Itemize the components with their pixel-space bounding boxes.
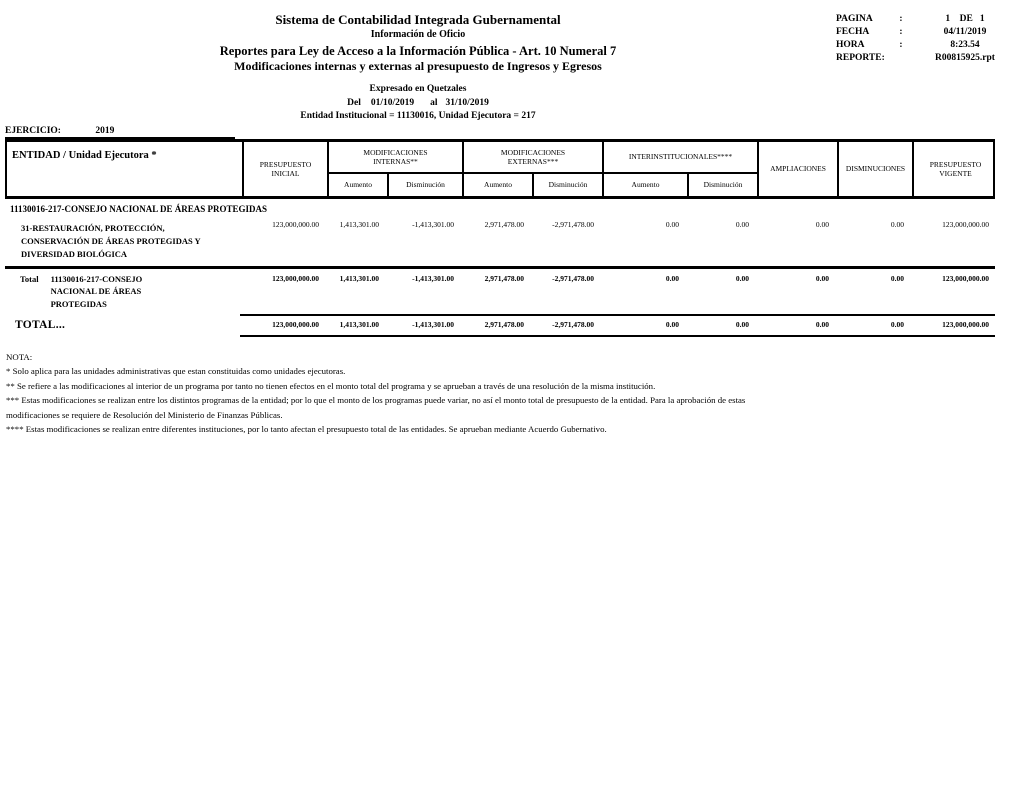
note-line-3: *** Estas modificaciones se realizan entre los distintos programas de la entidad; por lo que el monto de los programas puede variar, no así el monto total de presupuesto de la entidad. Para la aprobación de estas bbox=[6, 395, 746, 406]
pagina-label: PAGINA bbox=[836, 14, 873, 24]
report-period bbox=[0, 98, 836, 108]
total-presupuesto-inicial: 123,000,000.00 bbox=[272, 273, 319, 283]
col-header-presupuesto-vigente-label: PRESUPUESTO VIGENTE bbox=[929, 159, 982, 178]
grand-presupuesto-vigente: 123,000,000.00 bbox=[942, 319, 989, 329]
fecha-separator: : bbox=[899, 27, 903, 37]
entity-filter: Entidad Institucional = 11130016, Unidad Ejecutora = 217 bbox=[300, 111, 536, 121]
total-disminuciones: 0.00 bbox=[890, 273, 904, 283]
total-interinst-aumento: 0.00 bbox=[665, 273, 679, 283]
total-word: Total bbox=[20, 273, 39, 284]
hora-label: HORA bbox=[836, 40, 865, 50]
col-header-presupuesto-inicial bbox=[242, 142, 327, 196]
meta-row-fecha bbox=[836, 27, 1022, 37]
total-label-cell bbox=[5, 269, 240, 314]
col-header-disminuciones: DISMINUCIONES bbox=[837, 142, 912, 196]
grand-interinst-aumento: 0.00 bbox=[665, 319, 679, 329]
col-header-presupuesto-vigente bbox=[912, 142, 997, 196]
value-presupuesto-vigente: 123,000,000.00 bbox=[942, 220, 989, 229]
hora-separator: : bbox=[899, 40, 903, 50]
col-header-interinst-disminucion: Disminución bbox=[687, 174, 757, 196]
total-interinst-disminucion: 0.00 bbox=[735, 273, 749, 283]
meta-row-pagina bbox=[836, 14, 1022, 24]
grand-externas-disminucion: -2,971,478.00 bbox=[552, 319, 594, 329]
col-header-interinst-aumento: Aumento bbox=[602, 174, 687, 196]
col-group-modificaciones-externas bbox=[462, 142, 602, 174]
divider-below-grand-total bbox=[240, 335, 995, 337]
report-subtitle: Información de Oficio bbox=[370, 29, 466, 40]
grand-total-label: TOTAL... bbox=[15, 318, 66, 331]
reporte-value: R00815925.rpt bbox=[935, 53, 995, 63]
ejercicio-value: 2019 bbox=[95, 126, 115, 136]
report-meta bbox=[836, 14, 1022, 66]
fecha-label: FECHA bbox=[836, 27, 870, 37]
grand-ampliaciones: 0.00 bbox=[815, 319, 829, 329]
col-header-internas-disminucion: Disminución bbox=[387, 174, 462, 196]
report-modifications-line: Modificaciones internas y externas al presupuesto de Ingresos y Egresos bbox=[234, 59, 602, 73]
period-del-label: Del bbox=[347, 98, 361, 108]
grand-interinst-disminucion: 0.00 bbox=[735, 319, 749, 329]
value-disminuciones: 0.00 bbox=[890, 220, 904, 229]
period-to-date: 31/10/2019 bbox=[445, 98, 489, 108]
col-group-interinstitucionales: INTERINSTITUCIONALES**** bbox=[602, 142, 757, 174]
pagina-value: 1 DE 1 bbox=[945, 14, 985, 24]
currency-note: Expresado en Quetzales bbox=[369, 84, 467, 94]
grand-externas-aumento: 2,971,478.00 bbox=[484, 319, 524, 329]
reporte-separator bbox=[894, 53, 908, 63]
meta-row-reporte bbox=[836, 53, 1022, 63]
note-line-3-continued: modificaciones se requiere de Resolución del Ministerio de Finanzas Públicas. bbox=[6, 409, 283, 420]
report-body bbox=[5, 139, 995, 437]
grand-presupuesto-inicial: 123,000,000.00 bbox=[272, 319, 319, 329]
total-externas-aumento: 2,971,478.00 bbox=[484, 273, 524, 283]
total-internas-aumento: 1,413,301.00 bbox=[339, 273, 379, 283]
value-externas-aumento: 2,971,478.00 bbox=[484, 220, 524, 229]
col-group-modificaciones-externas-label: MODIFICACIONES EXTERNAS*** bbox=[500, 147, 566, 166]
pagina-separator: : bbox=[899, 14, 903, 24]
ejercicio-line bbox=[5, 126, 235, 139]
total-presupuesto-vigente: 123,000,000.00 bbox=[942, 273, 989, 283]
fecha-value: 04/11/2019 bbox=[943, 27, 987, 37]
ejercicio-label: EJERCICIO: bbox=[5, 126, 61, 136]
table-row-grand-total bbox=[5, 316, 995, 333]
total-internas-disminucion: -1,413,301.00 bbox=[412, 273, 454, 283]
value-internas-aumento: 1,413,301.00 bbox=[339, 220, 379, 229]
program-name: 31-RESTAURACIÓN, PROTECCIÓN, CONSERVACIÓN DE ÁREAS PROTEGIDAS Y DIVERSIDAD BIOLÓGICA bbox=[21, 223, 201, 260]
period-al-label: al bbox=[430, 98, 438, 108]
grand-total-label-cell bbox=[5, 316, 240, 333]
total-externas-disminucion: -2,971,478.00 bbox=[552, 273, 594, 283]
col-header-entidad: ENTIDAD / Unidad Ejecutora * bbox=[12, 150, 157, 161]
note-line-4: **** Estas modificaciones se realizan entre diferentes instituciones, por lo tanto afectan el presupuesto total de las entidades. Se aprueban mediante Acuerdo Gubernativo. bbox=[6, 424, 607, 435]
entity-section-title: 11130016-217-CONSEJO NACIONAL DE ÁREAS PROTEGIDAS bbox=[10, 204, 268, 214]
grand-disminuciones: 0.00 bbox=[890, 319, 904, 329]
table-row-program bbox=[5, 217, 995, 266]
value-ampliaciones: 0.00 bbox=[815, 220, 829, 229]
report-law-line: Reportes para Ley de Acceso a la Información Pública - Art. 10 Numeral 7 bbox=[219, 44, 617, 58]
total-entity-name: 11130016-217-CONSEJO NACIONAL DE ÁREAS PROTEGIDAS bbox=[50, 273, 143, 310]
grand-internas-aumento: 1,413,301.00 bbox=[339, 319, 379, 329]
value-externas-disminucion: -2,971,478.00 bbox=[552, 220, 594, 229]
col-group-modificaciones-internas-label: MODIFICACIONES INTERNAS** bbox=[363, 147, 428, 166]
col-header-externas-disminucion: Disminución bbox=[532, 174, 602, 196]
hora-value: 8:23.54 bbox=[950, 40, 980, 50]
program-name-cell bbox=[5, 217, 240, 266]
meta-row-hora bbox=[836, 40, 1022, 50]
col-header-presupuesto-inicial-label: PRESUPUESTO INICIAL bbox=[259, 159, 312, 178]
notes-title: NOTA: bbox=[6, 351, 33, 362]
value-interinst-aumento: 0.00 bbox=[665, 220, 679, 229]
note-line-2: ** Se refiere a las modificaciones al interior de un programa por tanto no tienen efectos en el monto total del programa y se aprueban a través de una resolución de la misma institución. bbox=[6, 380, 656, 391]
value-internas-disminucion: -1,413,301.00 bbox=[412, 220, 454, 229]
value-presupuesto-inicial: 123,000,000.00 bbox=[272, 220, 319, 229]
table-row-total bbox=[5, 269, 995, 314]
report-title: Sistema de Contabilidad Integrada Gubernamental bbox=[275, 12, 561, 27]
note-line-1: * Solo aplica para las unidades administrativas que estan constituidas como unidades ejecutoras. bbox=[6, 366, 346, 377]
grand-internas-disminucion: -1,413,301.00 bbox=[412, 319, 454, 329]
value-interinst-disminucion: 0.00 bbox=[735, 220, 749, 229]
col-header-ampliaciones: AMPLIACIONES bbox=[757, 142, 837, 196]
reporte-label: REPORTE: bbox=[836, 53, 885, 63]
period-from-date: 01/10/2019 bbox=[370, 98, 415, 108]
total-ampliaciones: 0.00 bbox=[815, 273, 829, 283]
col-header-internas-aumento: Aumento bbox=[327, 174, 387, 196]
col-header-externas-aumento: Aumento bbox=[462, 174, 532, 196]
col-group-modificaciones-internas bbox=[327, 142, 462, 174]
table-header bbox=[5, 139, 995, 199]
report-header bbox=[0, 12, 836, 121]
notes-section bbox=[5, 350, 995, 437]
